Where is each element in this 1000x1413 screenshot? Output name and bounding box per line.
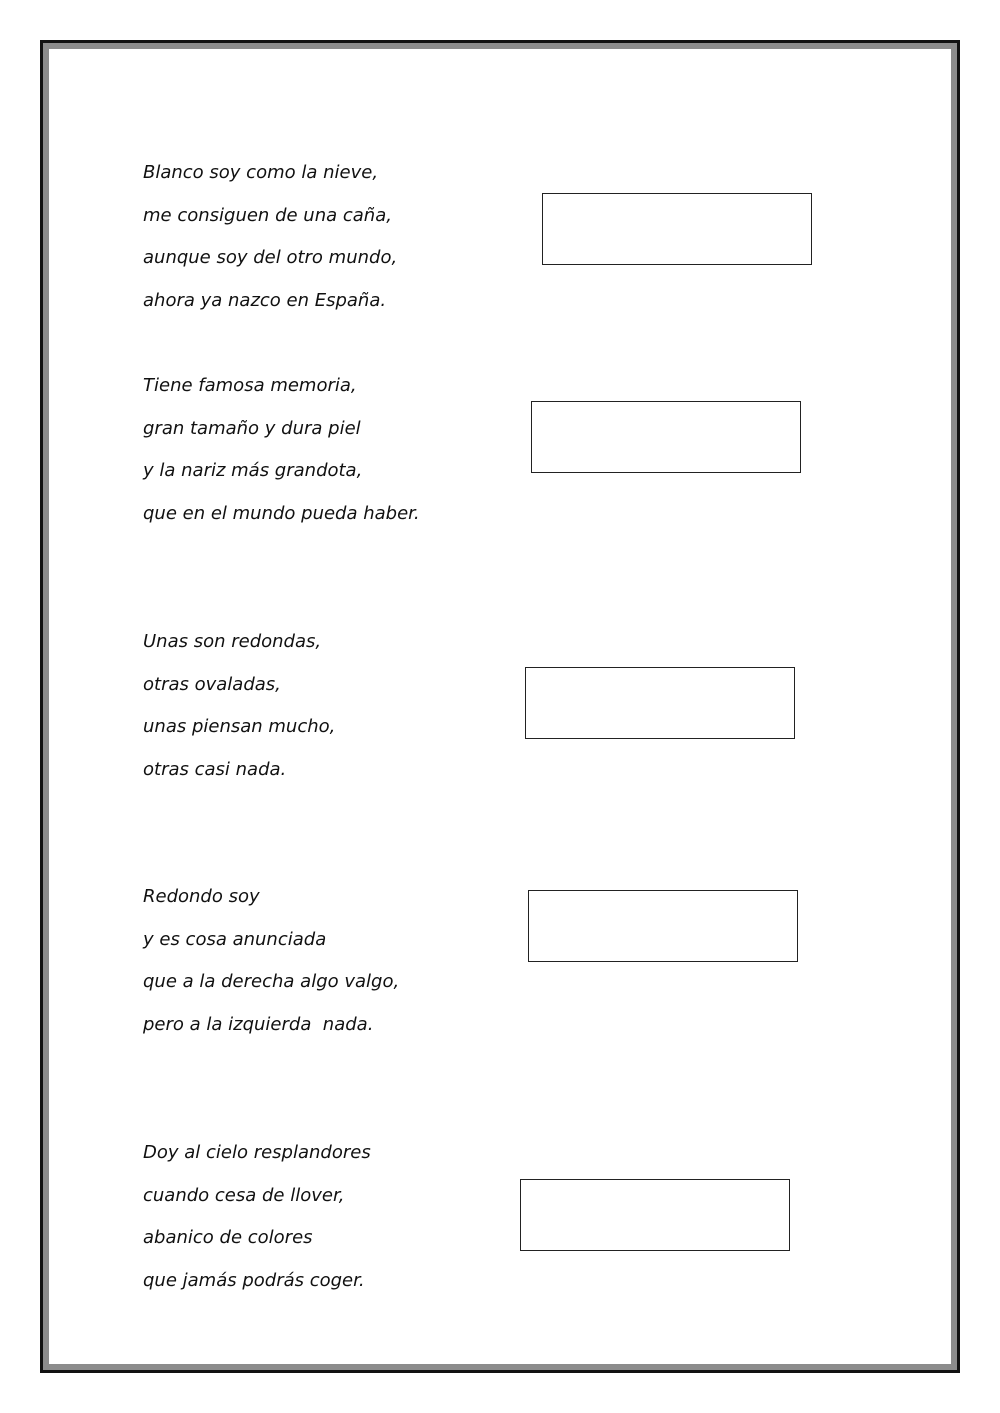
- riddle-5-line-1: Doy al cielo resplandores: [143, 1142, 371, 1163]
- riddle-3-line-1: Unas son redondas,: [143, 631, 322, 652]
- riddle-1-line-1: Blanco soy como la nieve,: [143, 162, 379, 183]
- riddle-3-line-2: otras ovaladas,: [143, 674, 281, 695]
- riddle-2-line-1: Tiene famosa memoria,: [143, 375, 357, 396]
- riddle-2-answer-box[interactable]: [531, 401, 801, 473]
- page-border-shadow: [43, 43, 957, 1370]
- riddle-5-answer-box[interactable]: [520, 1179, 790, 1251]
- riddle-1-line-4: ahora ya nazco en España.: [143, 290, 387, 311]
- riddle-5-line-3: abanico de colores: [143, 1227, 313, 1248]
- riddle-1-answer-box[interactable]: [542, 193, 812, 265]
- riddle-2-line-2: gran tamaño y dura piel: [143, 418, 361, 439]
- riddle-3-line-4: otras casi nada.: [143, 759, 287, 780]
- riddle-4-line-1: Redondo soy: [143, 886, 260, 907]
- riddle-1-line-3: aunque soy del otro mundo,: [143, 247, 398, 268]
- riddle-2-line-4: que en el mundo pueda haber.: [143, 503, 420, 524]
- riddle-4-line-4: pero a la izquierda nada.: [143, 1014, 374, 1035]
- riddle-5-line-2: cuando cesa de llover,: [143, 1185, 345, 1206]
- riddle-4-line-2: y es cosa anunciada: [143, 929, 327, 950]
- page-border: [40, 40, 960, 1373]
- riddle-3-line-3: unas piensan mucho,: [143, 716, 336, 737]
- riddle-4-line-3: que a la derecha algo valgo,: [143, 971, 400, 992]
- riddle-2-line-3: y la nariz más grandota,: [143, 460, 363, 481]
- riddle-5-line-4: que jamás podrás coger.: [143, 1270, 365, 1291]
- riddle-3-answer-box[interactable]: [525, 667, 795, 739]
- riddle-4-answer-box[interactable]: [528, 890, 798, 962]
- riddle-1-line-2: me consiguen de una caña,: [143, 205, 392, 226]
